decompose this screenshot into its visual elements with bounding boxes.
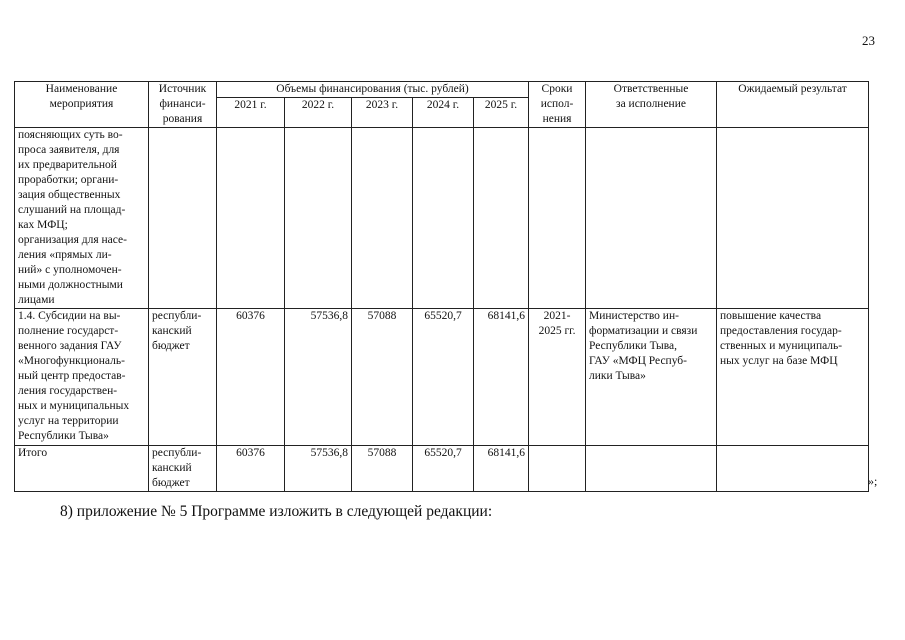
table-row — [15, 309, 869, 446]
header-name: Наименование мероприятия — [15, 82, 149, 128]
row-value-2023: 57088 — [352, 309, 413, 446]
row-name: поясняющих суть во- проса заявителя, для их предварительной проработки; органи- зация общественных слушаний на площад- ках МФЦ; организация для насе- ления «прямых ли- ний» с уполномочен- ными должностными лицами — [15, 128, 149, 309]
row-value-2024 — [413, 128, 474, 309]
header-terms: Сроки испол- нения — [529, 82, 586, 128]
header-year-2022: 2022 г. — [285, 98, 352, 128]
row-name: Итого — [15, 446, 149, 492]
header-year-2025: 2025 г. — [474, 98, 529, 128]
header-result: Ожидаемый результат — [717, 82, 869, 128]
row-value-2022: 57536,8 — [285, 446, 352, 492]
header-year-2023: 2023 г. — [352, 98, 413, 128]
header-year-2024: 2024 г. — [413, 98, 474, 128]
row-terms — [529, 128, 586, 309]
closing-quote-mark: »; — [868, 474, 878, 488]
row-value-2023 — [352, 128, 413, 309]
row-source — [149, 128, 217, 309]
row-result — [717, 128, 869, 309]
row-value-2024: 65520,7 — [413, 309, 474, 446]
row-value-2025: 68141,6 — [474, 446, 529, 492]
row-terms — [529, 446, 586, 492]
row-value-2024: 65520,7 — [413, 446, 474, 492]
table-row — [15, 446, 869, 492]
row-value-2021: 60376 — [217, 446, 285, 492]
header-responsible: Ответственные за исполнение — [586, 82, 717, 128]
row-source: республи- канский бюджет — [149, 446, 217, 492]
header-source: Источник финанси- рования — [149, 82, 217, 128]
row-value-2025: 68141,6 — [474, 309, 529, 446]
instruction-text: 8) приложение № 5 Программе изложить в следующей редакции: — [60, 503, 493, 520]
row-responsible — [586, 128, 717, 309]
row-value-2022 — [285, 128, 352, 309]
row-value-2021 — [217, 128, 285, 309]
row-value-2022: 57536,8 — [285, 309, 352, 446]
table-row — [15, 128, 869, 309]
row-result — [717, 446, 869, 492]
row-value-2023: 57088 — [352, 446, 413, 492]
row-responsible: Министерство ин- форматизации и связи Республики Тыва, ГАУ «МФЦ Респуб- лики Тыва» — [586, 309, 717, 446]
header-volumes: Объемы финансирования (тыс. рублей) — [217, 82, 529, 98]
row-terms: 2021- 2025 гг. — [529, 309, 586, 446]
row-result: повышение качества предоставления государ- ственных и муниципаль- ных услуг на базе МФЦ — [717, 309, 869, 446]
row-value-2025 — [474, 128, 529, 309]
row-source: республи- канский бюджет — [149, 309, 217, 446]
row-name: 1.4. Субсидии на вы- полнение государст- венного задания ГАУ «Многофункциональ- ный центр предостав- ления государствен- ных и муниципальных услуг на территории Республики Тыва» — [15, 309, 149, 446]
row-value-2021: 60376 — [217, 309, 285, 446]
row-responsible — [586, 446, 717, 492]
financing-table — [14, 81, 869, 492]
page-number: 23 — [862, 33, 875, 48]
header-year-2021: 2021 г. — [217, 98, 285, 128]
